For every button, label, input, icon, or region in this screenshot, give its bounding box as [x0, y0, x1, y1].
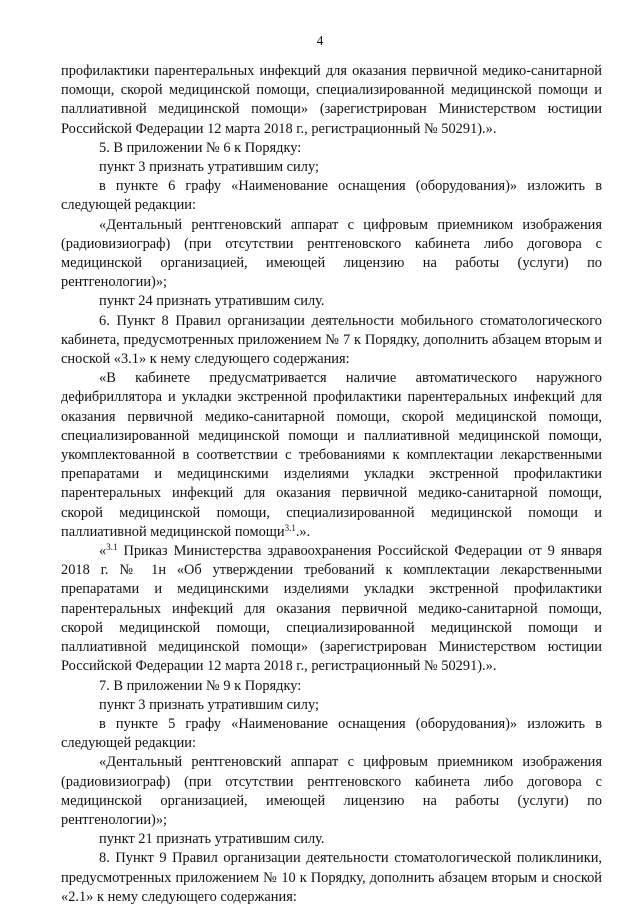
paragraph-continuation: профилактики парентеральных инфекций для оказания первичной медико-санитарной помощи, скорой медицинской помощи, специализированной медицинской помощи и паллиативной медицинской помощи» (зарегистрирован Министерством юстиции Российской Федерации 12 марта 2018 г., регистрационный № 50291).».: [61, 63, 602, 137]
document-body: [61, 62, 602, 907]
paragraph: пункт 3 признать утратившим силу;: [99, 159, 319, 176]
paragraph-quote: «Дентальный рентгеновский аппарат с цифровым приемником изображения (радиовизиограф) (при отсутствии рентгеновского кабинета либо договора с медицинской организацией, имеющей лицензию на работы (услуги) по рентгенологии)»;: [61, 754, 602, 828]
paragraph-footnote: «$^{3.1}$ Приказ Министерства здравоохранения Российской Федерации от 9 января 2018 г. № 1н «Об утверждении требований к комплектации лекарственными препаратами и медицинскими изделиями укладки экстренной профилактики парентеральных инфекций для оказания первичной медико-санитарной помощи, скорой медицинской помощи, специализированной медицинской помощи и паллиативной медицинской помощи» (зарегистрирован Министерством юстиции Российской Федерации 12 марта 2018 г., регистрационный № 50291).».: [61, 542, 602, 675]
paragraph: в пункте 5 графу «Наименование оснащения (оборудования)» изложить в следующей редакции:: [61, 715, 602, 752]
paragraph-item-6-heading: 6. Пункт 8 Правил организации деятельности мобильного стоматологического кабинета, предусмотренных приложением № 7 к Порядку, дополнить абзацем вторым и сноской «3.1» к нему следующего содержания:: [61, 312, 602, 368]
paragraph-quote: «В кабинете предусматривается наличие автоматического наружного дефибриллятора и укладки экстренной профилактики парентеральных инфекций для оказания первичной медико-санитарной помощи, скорой медицинской помощи, специализированной медицинской помощи и паллиативной медицинской помощи, укомплектованной в соответствии с требованиями к комплектации лекарственными препаратами и медицинскими изделиями укладки экстренной профилактики парентеральных инфекций для оказания первичной медико-санитарной помощи, скорой медицинской помощи, специализированной медицинской помощи и паллиативной медицинской помощи$^{3.1}$.».: [61, 370, 602, 540]
paragraph-item-8-heading: 8. Пункт 9 Правил организации деятельности стоматологической поликлиники, предусмотренных приложением № 10 к Порядку, дополнить абзацем вторым и сноской «2.1» к нему следующего содержания:: [61, 850, 602, 905]
paragraph: пункт 21 признать утратившим силу.: [99, 831, 325, 848]
paragraph-item-5-heading: 5. В приложении № 6 к Порядку:: [99, 139, 302, 156]
paragraph-quote: «Дентальный рентгеновский аппарат с цифровым приемником изображения (радиовизиограф) (при отсутствии рентгеновского кабинета либо договора с медицинской организацией, имеющей лицензию на работы (услуги) по рентгенологии)»;: [61, 216, 602, 291]
paragraph: в пункте 6 графу «Наименование оснащения (оборудования)» изложить в следующей редакции:: [61, 178, 602, 214]
footnote-marker: 3.1: [284, 522, 296, 533]
paragraph-item-7-heading: 7. В приложении № 9 к Порядку:: [99, 677, 302, 694]
paragraph: пункт 3 признать утратившим силу;: [99, 696, 319, 713]
paragraph: пункт 24 признать утратившим силу.: [99, 293, 325, 310]
footnote-marker: 3.1: [106, 542, 118, 553]
page-number: 4: [316, 33, 324, 48]
